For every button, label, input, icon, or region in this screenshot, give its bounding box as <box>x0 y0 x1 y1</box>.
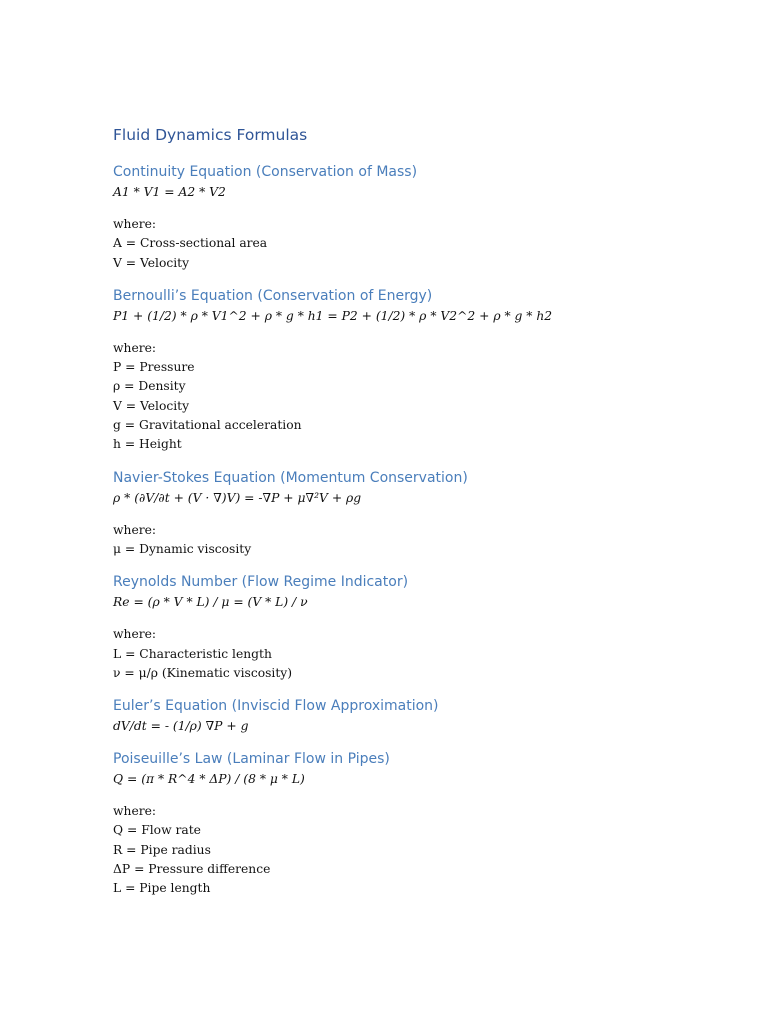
formula: Q = (π * R^4 * ΔP) / (8 * μ * L) <box>113 772 305 787</box>
where-label: where: <box>113 522 157 537</box>
definitions-block <box>113 215 733 273</box>
where-label: where: <box>113 217 157 231</box>
section-euler <box>113 695 733 736</box>
section-reynolds <box>113 571 733 683</box>
section-poiseuille <box>113 748 733 898</box>
definition-line: ν = μ/ρ (Kinematic viscosity) <box>113 665 293 680</box>
section-heading: Navier-Stokes Equation (Momentum Conservation) <box>113 469 468 486</box>
section-heading: Continuity Equation (Conservation of Mass) <box>113 164 418 180</box>
definition-line: V = Velocity <box>113 398 190 413</box>
document-title: Fluid Dynamics Formulas <box>113 126 308 144</box>
definition-line: h = Height <box>113 437 182 452</box>
definition-line: Q = Flow rate <box>113 823 201 838</box>
section-continuity <box>113 161 733 273</box>
document-page <box>113 124 733 899</box>
section-bernoulli <box>113 285 733 455</box>
definitions-block <box>113 802 733 898</box>
definition-line: V = Velocity <box>113 255 190 270</box>
section-heading: Poiseuille’s Law (Laminar Flow in Pipes) <box>113 751 390 768</box>
section-heading: Euler’s Equation (Inviscid Flow Approximation) <box>113 698 439 715</box>
definitions-block <box>113 521 733 560</box>
formula: Re = (ρ * V * L) / μ = (V * L) / ν <box>113 595 308 610</box>
formula: A1 * V1 = A2 * V2 <box>113 185 226 199</box>
definition-line: μ = Dynamic viscosity <box>113 541 252 556</box>
definitions-block <box>113 339 733 455</box>
definition-line: R = Pipe radius <box>113 842 211 857</box>
definition-line: ΔP = Pressure difference <box>113 862 271 877</box>
formula: P1 + (1/2) * ρ * V1^2 + ρ * g * h1 = P2 + (1/2) * ρ * V2^2 + ρ * g * h2 <box>113 308 553 323</box>
where-label: where: <box>113 627 157 642</box>
definition-line: g = Gravitational acceleration <box>113 418 302 433</box>
section-heading: Reynolds Number (Flow Regime Indicator) <box>113 574 409 591</box>
where-label: where: <box>113 340 157 355</box>
definition-line: L = Pipe length <box>113 881 211 896</box>
formula: dV/dt = - (1/ρ) ∇P + g <box>113 719 249 734</box>
definition-line: A = Cross-sectional area <box>113 236 268 251</box>
where-label: where: <box>113 804 157 819</box>
definition-line: P = Pressure <box>113 360 195 375</box>
definitions-block <box>113 625 733 683</box>
section-heading: Bernoulli’s Equation (Conservation of Energy) <box>113 287 433 304</box>
formula: ρ * (∂V/∂t + (V · ∇)V) = -∇P + μ∇²V + ρg <box>113 490 362 505</box>
definition-line: L = Characteristic length <box>113 646 272 661</box>
definition-line: ρ = Density <box>113 379 186 394</box>
section-navier-stokes <box>113 467 733 560</box>
